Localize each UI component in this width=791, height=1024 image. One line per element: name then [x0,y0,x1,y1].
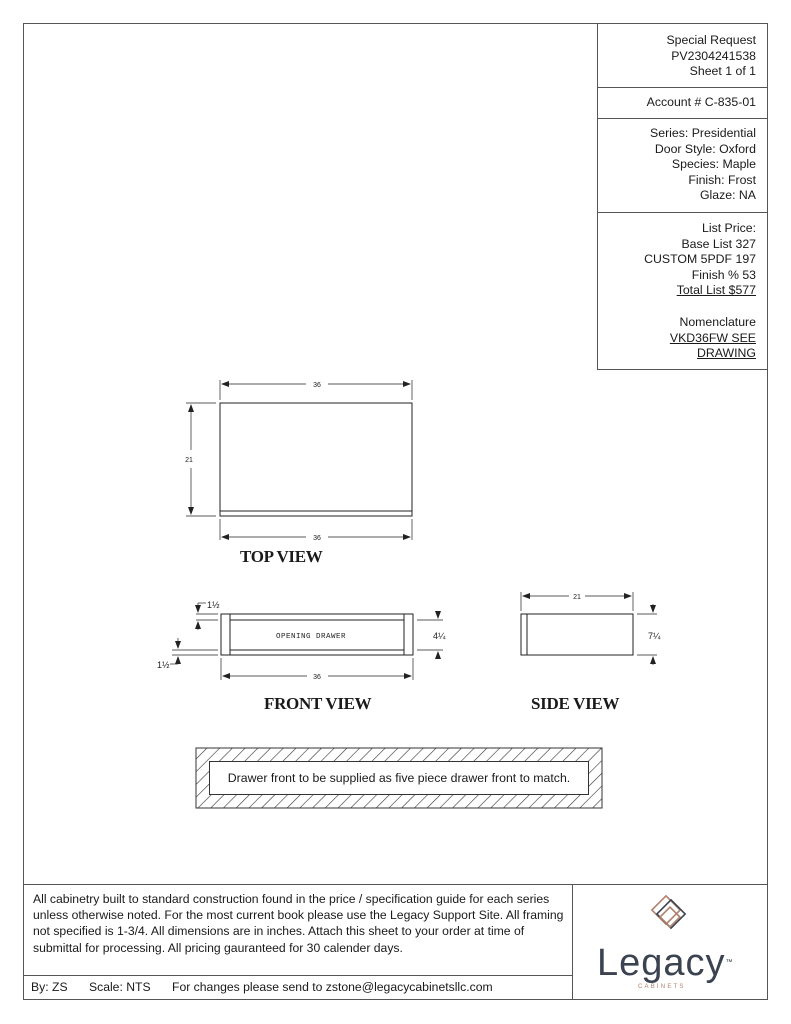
byline [31,980,511,994]
nomenclature-line-2: DRAWING [697,346,756,361]
top-view [186,380,412,540]
footer-divider [572,884,573,1000]
legacy-logo-tagline: CABINETS [638,984,686,990]
nomenclature-line-1: VKD36FW SEE [669,330,756,345]
drawn-by: By: ZS [31,980,68,994]
series: Series: Presidential [650,126,756,140]
nomenclature-label: Nomenclature [679,314,756,329]
stile-bottom-dim: 1½ [157,660,170,670]
top-view-title: TOP VIEW [240,547,323,566]
top-view-width-top: 36 [313,382,321,389]
footer-divider [23,975,572,976]
custom-charge: CUSTOM 5PDF 197 [644,252,756,267]
top-view-width-bottom: 36 [313,535,321,542]
scale: Scale: NTS [88,980,151,994]
front-view-height: 4¼ [433,631,446,641]
request-type: Special Request [666,33,756,47]
list-price-label: List Price: [702,221,756,235]
finish-percent: Finish % 53 [691,267,756,282]
request-number: PV2304241538 [671,48,756,63]
side-view-outline [521,614,633,655]
change-contact: For changes please send to zstone@legacycabinetsllc.com [172,980,493,994]
legacy-logo-wordmark: Legacy™ [597,942,734,984]
drawer-label: OPENING DRAWER [275,633,347,641]
side-view-height: 7¼ [648,631,661,641]
disclaimer: All cabinetry built to standard construction found in the price / specification guide for each series unless otherwise noted. For the most current book please use the Legacy Support Site. All framing not specified is 1-3/4. All dimensions are in inches. Attach this sheet to your order at time of submittal for processing. All pricing gauranteed for 30 calender days. [33,892,564,955]
top-view-depth: 21 [185,457,193,464]
front-view [170,603,443,680]
note-text: Drawer front to be supplied as five piece drawer front to match. [209,761,589,795]
side-view [521,592,657,665]
top-view-outline [220,403,412,516]
side-view-depth: 21 [573,594,581,601]
glaze: Glaze: NA [699,188,756,203]
door-style: Door Style: Oxford [654,141,756,156]
front-view-width: 36 [313,674,321,681]
sheet-number: Sheet 1 of 1 [689,64,756,79]
account-number: Account # C-835-01 [646,95,756,109]
finish: Finish: Frost [688,172,756,187]
stile-top-dim: 1½ [207,600,220,610]
species: Species: Maple [671,157,756,172]
base-list: Base List 327 [681,236,756,251]
side-view-title: SIDE VIEW [531,694,620,713]
front-view-title: FRONT VIEW [264,694,372,713]
total-list: Total List $577 [676,283,756,298]
